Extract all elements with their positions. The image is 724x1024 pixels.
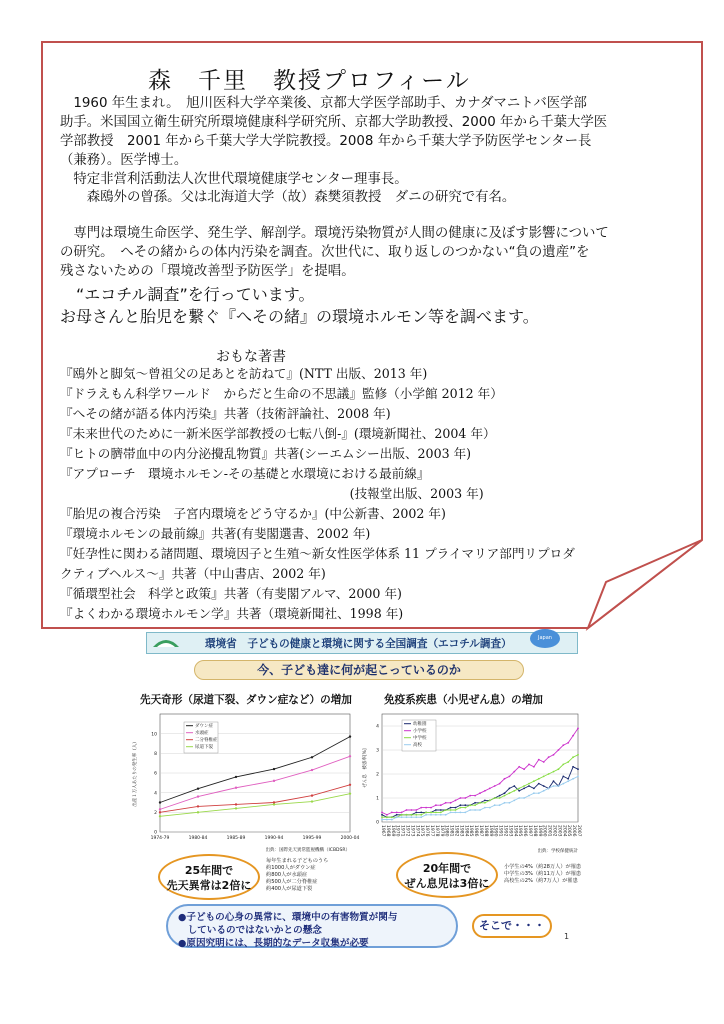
- data-point: [460, 804, 462, 806]
- profile-line: 助手。米国国立衛生研究所環境健康科学研究所、京都大学助教授、2000 年から千葉大学医: [60, 115, 608, 130]
- data-point: [494, 804, 496, 806]
- y-tick-label: 0: [376, 820, 379, 826]
- y-axis-label: 出産１万人あたりの発生率（人）: [133, 739, 138, 807]
- data-point: [396, 814, 398, 816]
- data-point: [553, 771, 555, 773]
- chart-source: 出典：学校保健統計: [537, 849, 578, 854]
- data-point: [528, 783, 530, 785]
- data-point: [513, 785, 515, 787]
- data-point: [543, 790, 545, 792]
- data-point: [386, 819, 388, 821]
- data-point: [406, 816, 408, 818]
- slide-question: 今、子ども達に何が起こっているのか: [194, 660, 524, 680]
- x-tick-label: 2006: [571, 825, 577, 837]
- data-point: [562, 783, 564, 785]
- data-point: [420, 807, 422, 809]
- data-point: [445, 802, 447, 804]
- data-point: [349, 755, 351, 757]
- profile-line: （兼務）。医学博士。: [60, 153, 188, 168]
- data-point: [533, 766, 535, 768]
- legend-label: ダウン症: [195, 724, 213, 729]
- data-point: [273, 803, 275, 805]
- data-point: [577, 768, 579, 770]
- x-tick-label: 1982: [453, 825, 459, 837]
- data-point: [460, 812, 462, 814]
- data-point: [401, 816, 403, 818]
- x-tick-label: 2005: [566, 825, 572, 837]
- x-tick-label: 1975: [419, 825, 425, 837]
- data-point: [489, 807, 491, 809]
- x-tick-label: 1974: [414, 825, 420, 837]
- data-point: [440, 814, 442, 816]
- chart-source: 出典：国際先天異常監視機構（ICBDSR）: [265, 848, 350, 853]
- x-tick-label: 1987: [478, 825, 483, 837]
- y-tick-label: 3: [376, 748, 379, 754]
- data-point: [474, 795, 476, 797]
- congenital-anomaly-chart: [132, 706, 360, 856]
- ecochil-badge-icon: Japan Environment and Children's: [530, 629, 560, 648]
- data-point: [489, 800, 491, 802]
- data-point: [386, 816, 388, 818]
- data-point: [420, 812, 422, 814]
- y-tick-label: 2: [154, 810, 157, 816]
- data-point: [273, 780, 275, 782]
- right-callout-line: 20年間で: [422, 862, 472, 875]
- data-point: [518, 788, 520, 790]
- x-tick-label: 1971: [399, 825, 405, 837]
- data-point: [538, 783, 540, 785]
- x-tick-label: 1967: [380, 825, 385, 837]
- data-point: [562, 744, 564, 746]
- data-point: [235, 787, 237, 789]
- x-tick-label: 1970: [394, 825, 400, 837]
- data-point: [455, 800, 457, 802]
- data-point: [553, 785, 555, 787]
- data-point: [489, 788, 491, 790]
- summary-line: ●原因究明には、長期的なデータ収集が必要: [178, 938, 369, 949]
- data-point: [349, 784, 351, 786]
- data-point: [464, 812, 466, 814]
- x-tick-label: 1972: [404, 825, 410, 837]
- work-item: (技報堂出版、2003 年): [60, 486, 484, 501]
- data-point: [464, 807, 466, 809]
- data-point: [425, 807, 427, 809]
- x-tick-label: 1993: [507, 825, 513, 837]
- x-tick-label: 1989: [487, 825, 493, 837]
- data-point: [494, 797, 496, 799]
- data-point: [311, 794, 313, 796]
- data-point: [567, 780, 569, 782]
- data-point: [504, 802, 506, 804]
- data-point: [415, 809, 417, 811]
- data-point: [197, 788, 199, 790]
- data-point: [558, 768, 560, 770]
- data-point: [543, 776, 545, 778]
- x-tick-label: 1978: [433, 825, 439, 837]
- data-point: [577, 776, 579, 778]
- x-tick-label: 1981: [448, 825, 454, 837]
- data-point: [464, 797, 466, 799]
- data-point: [548, 773, 550, 775]
- data-point: [430, 812, 432, 814]
- data-point: [455, 807, 457, 809]
- data-point: [543, 785, 545, 787]
- data-point: [311, 800, 313, 802]
- data-point: [553, 754, 555, 756]
- data-point: [538, 759, 540, 761]
- data-point: [513, 790, 515, 792]
- profile-line: 特定非営利活動法人次世代環境健康学センター理事長。: [60, 172, 408, 187]
- data-point: [235, 803, 237, 805]
- data-point: [567, 742, 569, 744]
- data-point: [440, 812, 442, 814]
- data-point: [401, 814, 403, 816]
- data-point: [513, 800, 515, 802]
- data-point: [533, 780, 535, 782]
- asthma-chart: [362, 706, 584, 856]
- emphasis-line: “エコチル調査”を行っています。: [60, 285, 315, 304]
- data-point: [558, 785, 560, 787]
- left-callout-line: 先天異常は2倍に: [166, 879, 252, 892]
- x-tick-label: 1988: [482, 825, 488, 837]
- data-point: [504, 795, 506, 797]
- summary-line: ●子どもの心身の異常に、環境中の有害物質が関与: [178, 912, 398, 923]
- data-point: [435, 812, 437, 814]
- left-note: 毎年生まれる子どものうち 約1000人がダウン症 約800人が水頭症 約500人が二分脊椎症 約400人が尿道下裂: [266, 858, 329, 892]
- data-point: [509, 792, 511, 794]
- data-point: [197, 805, 199, 807]
- data-point: [464, 804, 466, 806]
- data-point: [484, 800, 486, 802]
- data-point: [235, 807, 237, 809]
- data-point: [349, 735, 351, 737]
- x-tick-label: 2003: [556, 825, 562, 837]
- data-point: [197, 795, 199, 797]
- data-point: [450, 812, 452, 814]
- data-point: [425, 812, 427, 814]
- data-point: [349, 792, 351, 794]
- data-point: [440, 804, 442, 806]
- data-point: [401, 812, 403, 814]
- survey-slide: [132, 628, 592, 954]
- y-tick-label: 8: [154, 751, 157, 757]
- data-point: [509, 802, 511, 804]
- data-point: [499, 804, 501, 806]
- data-point: [523, 785, 525, 787]
- data-point: [528, 764, 530, 766]
- data-point: [159, 801, 161, 803]
- data-point: [396, 812, 398, 814]
- right-callout-line: ぜん息児は3倍に: [404, 877, 490, 890]
- work-item: 『よくわかる環境ホルモン学』共著（環境新聞社、1998 年): [60, 606, 404, 621]
- y-tick-label: 10: [151, 732, 157, 738]
- profile-line: 1960 年生まれ。 旭川医科大学卒業後、京都大学医学部助手、カナダマニトバ医学部: [60, 96, 587, 111]
- right-note: 小学生の4%（約28万人）が罹患 中学生の3%（約11万人）が罹患 高校生の2%（約7万人）が罹患: [504, 864, 582, 884]
- data-point: [311, 756, 313, 758]
- data-point: [562, 776, 564, 778]
- data-point: [538, 778, 540, 780]
- legend-label: 小学校: [413, 729, 427, 734]
- data-point: [553, 780, 555, 782]
- x-tick-label: 1983: [458, 825, 464, 837]
- data-point: [558, 749, 560, 751]
- data-point: [197, 811, 199, 813]
- legend-label: 二分脊椎症: [195, 738, 218, 743]
- data-point: [469, 804, 471, 806]
- x-tick-label: 1986: [473, 825, 479, 837]
- x-tick-label: 1995: [517, 825, 523, 837]
- data-point: [469, 809, 471, 811]
- emphasis-line: お母さんと胎児を繋ぐ『へその緒』の環境ホルモン等を調べます。: [60, 307, 539, 326]
- data-point: [499, 783, 501, 785]
- work-item: 『未来世代のために一新米医学部教授の七転八倒-』(環境新聞社、2004 年）: [60, 426, 496, 441]
- data-point: [494, 785, 496, 787]
- x-tick-label: 1969: [389, 825, 395, 837]
- work-item: 『アプローチ 環境ホルモン-その基礎と水環境における最前線』: [60, 466, 430, 481]
- page-number: 1: [564, 932, 570, 941]
- data-point: [543, 761, 545, 763]
- profile-title: 森 千里 教授プロフィール: [148, 68, 471, 94]
- data-point: [479, 809, 481, 811]
- x-tick-label: 2004: [561, 825, 567, 837]
- works-heading: おもな著書: [216, 349, 286, 365]
- data-point: [572, 756, 574, 758]
- sokode-callout: そこで・・・: [472, 914, 552, 938]
- data-point: [381, 812, 383, 814]
- data-point: [450, 809, 452, 811]
- x-tick-label: 1992: [502, 825, 508, 837]
- data-point: [567, 761, 569, 763]
- data-point: [450, 802, 452, 804]
- data-point: [567, 778, 569, 780]
- data-point: [411, 809, 413, 811]
- data-point: [504, 778, 506, 780]
- data-point: [435, 809, 437, 811]
- data-point: [548, 756, 550, 758]
- data-point: [533, 788, 535, 790]
- x-tick-label: 1974-79: [150, 836, 170, 841]
- x-tick-label: 2000: [541, 825, 547, 837]
- data-point: [435, 814, 437, 816]
- x-tick-label: 1980-84: [188, 836, 208, 841]
- data-point: [460, 807, 462, 809]
- x-tick-label: 1977: [429, 825, 434, 837]
- data-point: [479, 792, 481, 794]
- data-point: [474, 809, 476, 811]
- data-point: [518, 766, 520, 768]
- data-point: [499, 797, 501, 799]
- x-tick-label: 1995-99: [302, 836, 322, 841]
- y-tick-label: 4: [376, 724, 379, 730]
- x-tick-label: 1980: [443, 825, 449, 837]
- ministry-logo-icon: [151, 635, 181, 651]
- y-tick-label: 1: [376, 796, 379, 802]
- data-point: [528, 785, 530, 787]
- x-tick-label: 2000-04: [340, 836, 360, 841]
- y-tick-label: 4: [154, 791, 157, 797]
- data-point: [533, 792, 535, 794]
- data-point: [469, 795, 471, 797]
- left-callout: [158, 854, 260, 900]
- data-point: [484, 790, 486, 792]
- data-point: [572, 778, 574, 780]
- data-point: [523, 768, 525, 770]
- data-point: [572, 766, 574, 768]
- x-tick-label: 1998: [531, 825, 537, 837]
- x-tick-label: 1985-89: [226, 836, 246, 841]
- data-point: [411, 814, 413, 816]
- data-point: [572, 735, 574, 737]
- x-tick-label: 2002: [551, 825, 557, 837]
- profile-line: 森鴎外の曾孫。父は北海道大学（故）森樊須教授 ダニの研究で有名。: [60, 190, 516, 205]
- data-point: [435, 804, 437, 806]
- data-point: [577, 728, 579, 730]
- data-point: [381, 814, 383, 816]
- work-item: 『へその緒が語る体内汚染』共著（技術評論社、2008 年): [60, 406, 391, 421]
- profile-line: 学部教授 2001 年から千葉大学大学院教授。2008 年から千葉大学予防医学センター長: [60, 134, 592, 149]
- profile-line: 残さないための「環境改善型予防医学」を提唱。: [60, 264, 355, 279]
- work-item: 『鴎外と脚気～曾祖父の足あとを訪ねて』(NTT 出版、2013 年): [60, 366, 428, 381]
- data-point: [420, 816, 422, 818]
- data-point: [430, 814, 432, 816]
- x-tick-label: 1999: [536, 825, 542, 837]
- data-point: [474, 804, 476, 806]
- x-tick-label: 1973: [409, 825, 415, 837]
- data-point: [273, 768, 275, 770]
- work-item: 『循環型社会 科学と政策』共著（有斐閣アルマ、2000 年): [60, 586, 402, 601]
- x-tick-label: 1990: [492, 825, 498, 837]
- x-tick-label: 1990-94: [264, 836, 284, 841]
- data-point: [311, 769, 313, 771]
- data-point: [425, 814, 427, 816]
- data-point: [415, 812, 417, 814]
- data-point: [562, 764, 564, 766]
- x-tick-label: 1968: [384, 825, 390, 837]
- data-point: [499, 795, 501, 797]
- x-tick-label: 1994: [512, 825, 518, 837]
- data-point: [159, 811, 161, 813]
- data-point: [504, 792, 506, 794]
- x-tick-label: 1996: [522, 825, 528, 837]
- x-tick-label: 1991: [497, 825, 503, 837]
- data-point: [528, 795, 530, 797]
- data-point: [445, 809, 447, 811]
- data-point: [538, 792, 540, 794]
- data-point: [391, 819, 393, 821]
- data-point: [381, 819, 383, 821]
- x-tick-label: 1976: [424, 825, 430, 837]
- data-point: [440, 809, 442, 811]
- data-point: [548, 788, 550, 790]
- data-point: [523, 797, 525, 799]
- data-point: [235, 776, 237, 778]
- work-item: 『環境ホルモンの最前線』共著(有斐閣選書、2002 年): [60, 526, 371, 541]
- data-point: [484, 802, 486, 804]
- x-tick-label: 1985: [468, 825, 474, 837]
- x-tick-label: 2001: [546, 825, 552, 837]
- data-point: [445, 814, 447, 816]
- right-callout: [396, 852, 498, 898]
- data-point: [396, 816, 398, 818]
- right-chart-title: 免疫系疾患（小児ぜん息）の増加: [384, 694, 543, 706]
- x-tick-label: 1979: [438, 825, 444, 837]
- data-point: [159, 808, 161, 810]
- work-item: 『ドラえもん科学ワールド からだと生命の不思議』監修（小学館 2012 年）: [60, 386, 503, 401]
- legend-label: 高校: [413, 743, 422, 748]
- legend-label: 尿道下裂: [195, 745, 213, 750]
- y-tick-label: 2: [376, 772, 379, 778]
- data-point: [479, 802, 481, 804]
- banner-title: 環境省 子どもの健康と環境に関する全国調査（エコチル調査）: [205, 638, 512, 650]
- data-point: [509, 788, 511, 790]
- legend-label: 中学校: [413, 736, 427, 741]
- summary-line: しているのではないかとの懸念: [178, 925, 322, 936]
- data-point: [406, 814, 408, 816]
- data-point: [415, 814, 417, 816]
- data-point: [391, 816, 393, 818]
- data-point: [474, 802, 476, 804]
- legend-label: 幼稚園: [413, 722, 427, 727]
- data-point: [386, 814, 388, 816]
- data-point: [420, 814, 422, 816]
- data-point: [415, 816, 417, 818]
- left-callout-line: 25年間で: [184, 864, 234, 877]
- profile-line: 専門は環境生命医学、発生学、解剖学。環境汚染物質が人間の健康に及ぼす影響について: [60, 226, 609, 241]
- data-point: [406, 809, 408, 811]
- work-item: 『ヒトの臍帯血中の内分泌攪乱物質』共著(シーエムシー出版、2003 年): [60, 446, 472, 461]
- data-point: [577, 754, 579, 756]
- x-tick-label: 1997: [527, 825, 532, 837]
- x-tick-label: 1984: [463, 825, 469, 837]
- y-tick-label: 6: [154, 771, 157, 777]
- summary-box: [166, 904, 458, 948]
- data-point: [513, 771, 515, 773]
- data-point: [484, 807, 486, 809]
- y-axis-label: ぜん息 被患率[%]: [363, 748, 368, 788]
- data-point: [381, 816, 383, 818]
- data-point: [509, 776, 511, 778]
- work-item: 『胎児の複合汚染 子宮内環境をどう守るか』(中公新書、2002 年): [60, 506, 446, 521]
- slide-banner: [146, 632, 578, 654]
- data-point: [455, 809, 457, 811]
- data-point: [523, 788, 525, 790]
- data-point: [391, 812, 393, 814]
- data-point: [455, 812, 457, 814]
- data-point: [159, 815, 161, 817]
- profile-line: の研究。 へその緒からの体内汚染を調査。次世代に、取り返しのつかない“負の遺産”を: [60, 245, 590, 260]
- left-chart-title: 先天奇形（尿道下裂、ダウン症など）の増加: [140, 694, 352, 706]
- data-point: [430, 807, 432, 809]
- legend-label: 水頭症: [195, 731, 209, 736]
- x-tick-label: 2007: [576, 825, 581, 837]
- data-point: [460, 797, 462, 799]
- y-tick-label: 0: [154, 830, 157, 836]
- data-point: [411, 816, 413, 818]
- work-item: クティブヘルス～』共著（中山書店、2002 年): [60, 566, 326, 581]
- work-item: 『妊孕性に関わる諸問題、環境因子と生殖～新女性医学体系 11 プライマリア部門リプロダ: [60, 546, 575, 561]
- data-point: [518, 797, 520, 799]
- data-point: [518, 790, 520, 792]
- data-point: [450, 807, 452, 809]
